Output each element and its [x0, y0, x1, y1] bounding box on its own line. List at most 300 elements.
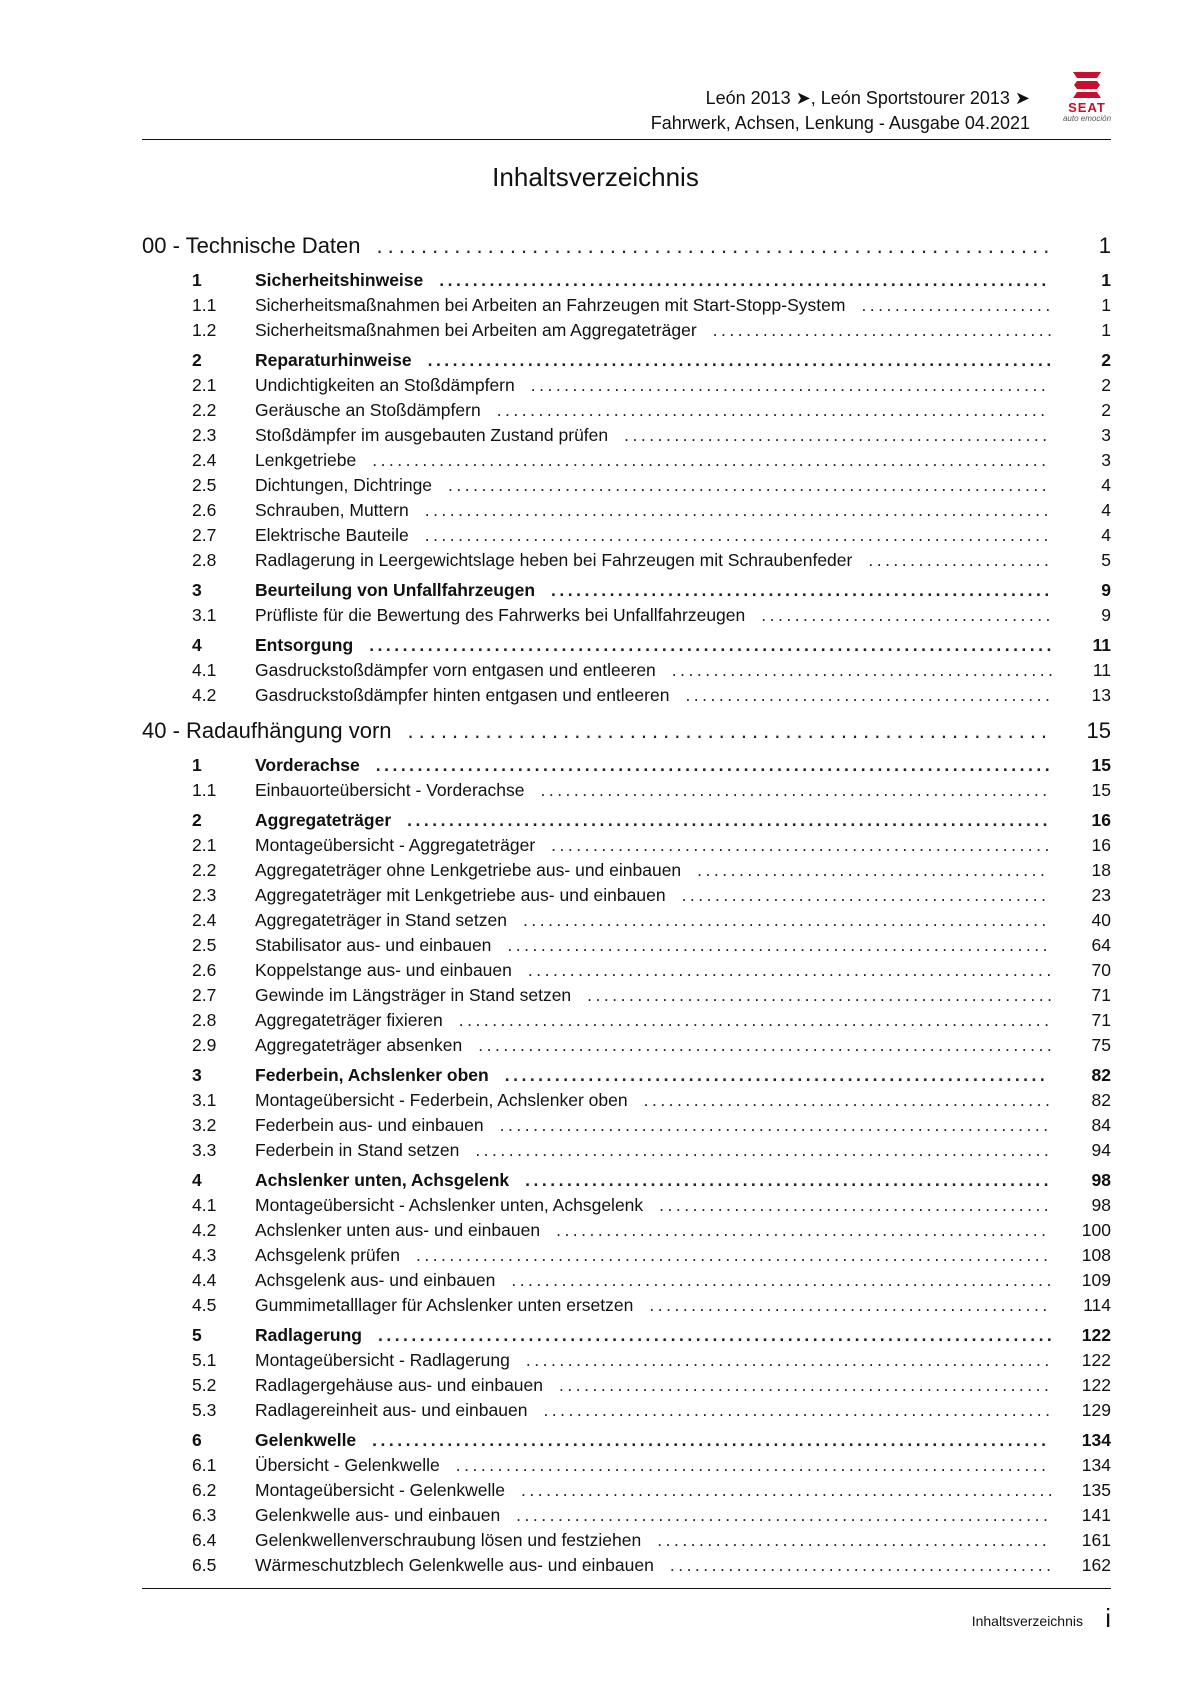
toc-entry-title [255, 473, 1050, 498]
toc-entry-label: Aggregateträger [255, 810, 392, 830]
toc-entry-label: 00 - Technische Daten [142, 233, 361, 258]
dot-leader: ........................................................................ [448, 475, 1051, 495]
toc-entry-page: 162 [1081, 1555, 1111, 1575]
dot-leader: ....................................................................... [458, 1010, 1053, 1030]
toc-entry-number: 2.1 [192, 835, 217, 855]
toc-entry-label: Gelenkwellenverschraubung lösen und festziehen [255, 1530, 642, 1550]
dot-leader: ..................................................................... [478, 1035, 1056, 1055]
toc-entry-page: 5 [1101, 550, 1111, 570]
document-header [651, 86, 1030, 136]
toc-entry-label: Aggregateträger in Stand setzen [255, 910, 507, 930]
toc-entry-title [255, 633, 1055, 658]
toc-entry-label: Gummimetalllager für Achslenker unten ersetzen [255, 1295, 634, 1315]
toc-entry-title [255, 1138, 1052, 1163]
toc-entry-page: 71 [1091, 985, 1111, 1005]
toc-entry-label: Gasdruckstoßdämpfer vorn entgasen und entleeren [255, 660, 656, 680]
toc-entry-title [255, 1348, 1053, 1373]
toc-entry-page: 11 [1092, 660, 1111, 680]
toc-entry-sub[interactable] [142, 498, 1111, 523]
toc-entry-label: Einbauorteübersicht - Vorderachse [255, 780, 525, 800]
toc-entry-sub[interactable] [142, 1033, 1111, 1058]
toc-entry-sub[interactable] [142, 1503, 1111, 1528]
toc-entry-label: Aggregateträger mit Lenkgetriebe aus- und einbauen [255, 885, 666, 905]
toc-entry-number: 4.5 [192, 1295, 217, 1315]
toc-entry-label: Wärmeschutzblech Gelenkwelle aus- und einbauen [255, 1555, 654, 1575]
toc-entry-label: Gasdruckstoßdämpfer hinten entgasen und entleeren [255, 685, 670, 705]
dot-leader: .................................................................. [496, 400, 1049, 420]
dot-leader: .............................................................. [530, 375, 1050, 395]
toc-entry-page: 1 [1098, 233, 1111, 258]
dot-leader: ................................................. [643, 1090, 1054, 1110]
dot-leader: ........................................................................... [424, 500, 1052, 520]
toc-entry-page: 15 [1091, 780, 1111, 800]
toc-entry-sub[interactable] [142, 1528, 1111, 1553]
toc-entry-title [255, 808, 1051, 833]
toc-entry-label: Aggregateträger fixieren [255, 1010, 443, 1030]
toc-entry-sub[interactable] [142, 883, 1111, 908]
dot-leader: .................................................................. [499, 1115, 1052, 1135]
dot-leader: ............................................................. [376, 233, 1055, 258]
toc-entry-label: Vorderachse [255, 755, 360, 775]
toc-entry-sub[interactable] [142, 1218, 1111, 1243]
toc-entry-number: 5 [192, 1325, 202, 1345]
toc-entry-sub[interactable] [142, 1398, 1111, 1423]
toc-entry-page: 98 [1091, 1170, 1111, 1190]
toc-entry-number: 4.2 [192, 685, 217, 705]
toc-entry-title [255, 658, 1056, 683]
toc-entry-page: 100 [1081, 1220, 1111, 1240]
toc-entry-sub[interactable] [142, 373, 1111, 398]
toc-entry-title [255, 1243, 1052, 1268]
toc-entry-title [255, 1088, 1053, 1113]
toc-entry-sub[interactable] [142, 958, 1111, 983]
dot-leader: ............................................... [659, 1195, 1053, 1215]
toc-entry-number: 2.4 [192, 450, 217, 470]
dot-leader: ........................................................................... [424, 525, 1052, 545]
toc-entry-number: 2.1 [192, 375, 217, 395]
toc-entry-number: 6.4 [192, 1530, 217, 1550]
dot-leader: ............................................................... [522, 910, 1050, 930]
toc-entry-label: Montageübersicht - Achslenker unten, Achsgelenk [255, 1195, 644, 1215]
toc-entry-label: Achsgelenk prüfen [255, 1245, 400, 1265]
toc-entry-label: Undichtigkeiten an Stoßdämpfern [255, 375, 515, 395]
toc-entry-page: 161 [1081, 1530, 1111, 1550]
dot-leader: ................................................................................. [372, 1430, 1050, 1450]
toc-entry-title [255, 448, 1050, 473]
toc-entry-page: 114 [1083, 1295, 1111, 1315]
toc-entry-page: 134 [1081, 1430, 1111, 1450]
dot-leader: ...................... [868, 550, 1053, 570]
toc-entry-number: 2.5 [192, 935, 217, 955]
dot-leader: ................................................................................. [372, 450, 1050, 470]
toc-entry-number: 1.2 [192, 320, 217, 340]
toc-entry-section[interactable] [142, 1063, 1111, 1088]
toc-entry-page: 108 [1081, 1245, 1111, 1265]
toc-entry-sub[interactable] [142, 658, 1111, 683]
toc-entry-sub[interactable] [142, 778, 1111, 803]
toc-entry-sub[interactable] [142, 1088, 1111, 1113]
toc-entry-page: 9 [1101, 580, 1111, 600]
footer-label: Inhaltsverzeichnis [971, 1613, 1083, 1629]
toc-entry-label: Radlagereinheit aus- und einbauen [255, 1400, 528, 1420]
toc-entry-title [255, 1268, 1055, 1293]
toc-entry-number: 2.7 [192, 525, 217, 545]
dot-leader: ........................................................... [556, 1220, 1050, 1240]
toc-entry-sub[interactable] [142, 1348, 1111, 1373]
toc-entry-number: 6.3 [192, 1505, 217, 1525]
toc-entry-page: 135 [1081, 1480, 1111, 1500]
toc-entry-sub[interactable] [142, 1373, 1111, 1398]
dot-leader: ................................... [761, 605, 1054, 625]
header-model-line: León 2013 ➤, León Sportstourer 2013 ➤ [705, 88, 1030, 108]
toc-entry-section[interactable] [142, 1428, 1111, 1453]
toc-entry-sub[interactable] [142, 423, 1111, 448]
dot-leader: ................................................................ [516, 1505, 1052, 1525]
toc-entry-page: 2 [1101, 400, 1111, 420]
dot-leader: ................................................................. [504, 1065, 1049, 1085]
toc-entry-number: 4.1 [192, 660, 217, 680]
dot-leader: ............................................... [657, 1530, 1051, 1550]
toc-entry-page: 40 [1091, 910, 1111, 930]
toc-entry-title [255, 883, 1050, 908]
toc-entry-page: 84 [1091, 1115, 1111, 1135]
toc-entry-sub[interactable] [142, 683, 1111, 708]
toc-entry-title [255, 1218, 1049, 1243]
toc-entry-sub[interactable] [142, 293, 1111, 318]
dot-leader: ................................................................................. [377, 1325, 1056, 1345]
toc-entry-number: 2.8 [192, 550, 217, 570]
toc-entry-sub[interactable] [142, 983, 1111, 1008]
toc-entry-page: 13 [1091, 685, 1111, 705]
toc-entry-chapter[interactable] [142, 714, 1111, 748]
toc-entry-page: 23 [1091, 885, 1111, 905]
toc-entry-sub[interactable] [142, 1193, 1111, 1218]
toc-entry-title [255, 1528, 1050, 1553]
table-of-contents [142, 229, 1111, 1578]
toc-entry-title [255, 778, 1051, 803]
toc-entry-title [255, 268, 1050, 293]
dot-leader: ......................................................................... [439, 270, 1050, 290]
toc-entry-number: 2.2 [192, 400, 217, 420]
toc-entry-label: Lenkgetriebe [255, 450, 357, 470]
toc-entry-number: 4.1 [192, 1195, 217, 1215]
toc-entry-label: Elektrische Bauteile [255, 525, 409, 545]
dot-leader: ............................................................ [551, 835, 1053, 855]
toc-entry-title [255, 858, 1048, 883]
toc-entry-page: 2 [1101, 375, 1111, 395]
dot-leader: ........................................................ [587, 985, 1056, 1005]
toc-entry-number: 3 [192, 580, 202, 600]
toc-entry-title [255, 1553, 1055, 1578]
dot-leader: ............................................ [685, 685, 1054, 705]
toc-entry-number: 2.7 [192, 985, 217, 1005]
toc-entry-page: 75 [1091, 1035, 1111, 1055]
toc-entry-number: 1 [192, 270, 202, 290]
toc-entry-label: Aggregateträger ohne Lenkgetriebe aus- und einbauen [255, 860, 682, 880]
toc-entry-title [255, 1063, 1048, 1088]
toc-entry-title [255, 1453, 1050, 1478]
toc-entry-title [255, 1008, 1052, 1033]
toc-entry-label: Geräusche an Stoßdämpfern [255, 400, 481, 420]
toc-entry-title [255, 1428, 1050, 1453]
toc-entry-number: 3.3 [192, 1140, 217, 1160]
toc-entry-label: Prüfliste für die Bewertung des Fahrwerks bei Unfallfahrzeugen [255, 605, 746, 625]
toc-entry-section[interactable] [142, 808, 1111, 833]
toc-entry-page: 122 [1081, 1325, 1111, 1345]
toc-entry-label: Gelenkwelle aus- und einbauen [255, 1505, 501, 1525]
dot-leader: ............................................ [681, 885, 1050, 905]
toc-entry-label: Übersicht - Gelenkwelle [255, 1455, 440, 1475]
toc-entry-sub[interactable] [142, 1293, 1111, 1318]
dot-leader: ................................................... [624, 425, 1051, 445]
toc-entry-sub[interactable] [142, 603, 1111, 628]
toc-entry-number: 2.2 [192, 860, 217, 880]
toc-entry-title [255, 1193, 1052, 1218]
toc-entry-label: Montageübersicht - Federbein, Achslenker oben [255, 1090, 628, 1110]
seat-logo [1057, 70, 1117, 123]
toc-entry-title [255, 348, 1055, 373]
toc-entry-page: 18 [1091, 860, 1111, 880]
dot-leader: ........................................................... [559, 1375, 1053, 1395]
toc-entry-page: 9 [1101, 605, 1111, 625]
toc-entry-sub[interactable] [142, 1243, 1111, 1268]
toc-entry-sub[interactable] [142, 523, 1111, 548]
dot-leader: ....................... [861, 295, 1054, 315]
toc-entry-number: 3.1 [192, 1090, 217, 1110]
dot-leader: ....................................................................... [455, 1455, 1050, 1475]
toc-entry-section[interactable] [142, 348, 1111, 373]
toc-entry-sub[interactable] [142, 1553, 1111, 1578]
toc-entry-title [255, 1398, 1054, 1423]
toc-entry-label: Montageübersicht - Radlagerung [255, 1350, 510, 1370]
toc-entry-number: 2 [192, 350, 202, 370]
dot-leader: ................................................................. [511, 1270, 1055, 1290]
toc-entry-title [255, 683, 1053, 708]
dot-leader: ............................................................... [525, 1170, 1052, 1190]
toc-entry-sub[interactable] [142, 448, 1111, 473]
toc-entry-number: 3.2 [192, 1115, 217, 1135]
toc-entry-label: Achsgelenk aus- und einbauen [255, 1270, 496, 1290]
toc-entry-number: 5.3 [192, 1400, 217, 1420]
dot-leader: .......................................... [697, 860, 1049, 880]
toc-entry-number: 1.1 [192, 295, 217, 315]
toc-entry-sub[interactable] [142, 1478, 1111, 1503]
toc-entry-label: Sicherheitsmaßnahmen bei Arbeiten am Aggregateträger [255, 320, 697, 340]
toc-entry-number: 2.3 [192, 425, 217, 445]
toc-entry-section[interactable] [142, 268, 1111, 293]
dot-leader: ........................................................................... [427, 350, 1055, 370]
toc-entry-chapter[interactable] [142, 229, 1111, 263]
toc-entry-label: Radlagergehäuse aus- und einbauen [255, 1375, 544, 1395]
toc-entry-number: 2.6 [192, 500, 217, 520]
toc-entry-title [255, 1033, 1055, 1058]
toc-entry-sub[interactable] [142, 858, 1111, 883]
dot-leader: ..................................................................... [475, 1140, 1053, 1160]
toc-entry-sub[interactable] [142, 1113, 1111, 1138]
toc-entry-label: Stoßdämpfer im ausgebauten Zustand prüfen [255, 425, 609, 445]
toc-entry-number: 3.1 [192, 605, 217, 625]
page-title: Inhaltsverzeichnis [492, 162, 699, 192]
toc-entry-label: Sicherheitsmaßnahmen bei Arbeiten an Fahrzeugen mit Start-Stopp-System [255, 295, 846, 315]
toc-entry-page: 134 [1081, 1455, 1111, 1475]
dot-leader: ................................................................................. [375, 755, 1054, 775]
toc-entry-label: Dichtungen, Dichtringe [255, 475, 433, 495]
toc-entry-title [255, 1323, 1055, 1348]
toc-entry-title [255, 753, 1053, 778]
toc-entry-label: Stabilisator aus- und einbauen [255, 935, 492, 955]
toc-entry-sub[interactable] [142, 473, 1111, 498]
toc-entry-page: 141 [1081, 1505, 1111, 1525]
toc-entry-number: 2.3 [192, 885, 217, 905]
toc-entry-page: 129 [1081, 1400, 1111, 1420]
dot-leader: ................................................................ [521, 1480, 1057, 1500]
dot-leader: ............................................................................. [407, 810, 1052, 830]
toc-entry-number: 1 [192, 755, 202, 775]
toc-entry-page: 1 [1101, 295, 1111, 315]
toc-entry-title [255, 1168, 1052, 1193]
toc-entry-page: 16 [1091, 810, 1111, 830]
toc-entry-label: Entsorgung [255, 635, 354, 655]
toc-entry-label: Montageübersicht - Aggregateträger [255, 835, 536, 855]
toc-entry-label: Gewinde im Längsträger in Stand setzen [255, 985, 572, 1005]
toc-entry-title [255, 1113, 1052, 1138]
toc-entry-label: Koppelstange aus- und einbauen [255, 960, 512, 980]
toc-entry-title [255, 398, 1049, 423]
toc-entry-page: 94 [1091, 1140, 1111, 1160]
dot-leader: ............................................................... [525, 1350, 1053, 1370]
toc-entry-label: Schrauben, Muttern [255, 500, 409, 520]
toc-entry-number: 4.4 [192, 1270, 217, 1290]
dot-leader: ............................................................................ [415, 1245, 1052, 1265]
toc-entry-label: Achslenker unten, Achsgelenk [255, 1170, 510, 1190]
toc-entry-label: Beurteilung von Unfallfahrzeugen [255, 580, 536, 600]
toc-entry-number: 4 [192, 635, 202, 655]
toc-entry-title [255, 523, 1052, 548]
toc-entry-page: 3 [1101, 425, 1111, 445]
dot-leader: ................................................................. [507, 935, 1051, 955]
toc-entry-title [255, 908, 1050, 933]
toc-entry-sub[interactable] [142, 933, 1111, 958]
toc-entry-sub[interactable] [142, 833, 1111, 858]
toc-entry-title [255, 983, 1055, 1008]
toc-entry-page: 82 [1091, 1065, 1111, 1085]
logo-wordmark: SEAT [1068, 100, 1106, 115]
toc-entry-page: 2 [1101, 350, 1111, 370]
logo-tagline: auto emoción [1062, 114, 1112, 123]
toc-entry-page: 1 [1101, 270, 1111, 290]
toc-entry-sub[interactable] [142, 318, 1111, 343]
toc-entry-label: Federbein aus- und einbauen [255, 1115, 484, 1135]
header-edition-line: Fahrwerk, Achsen, Lenkung - Ausgabe 04.2021 [650, 113, 1030, 133]
toc-entry-number: 2.6 [192, 960, 217, 980]
toc-entry-sub[interactable] [142, 1453, 1111, 1478]
toc-entry-page: 82 [1091, 1090, 1111, 1110]
toc-entry-page: 109 [1081, 1270, 1111, 1290]
toc-entry-number: 6 [192, 1430, 202, 1450]
toc-entry-title [255, 293, 1054, 318]
toc-entry-number: 3 [192, 1065, 202, 1085]
toc-entry-title [255, 933, 1051, 958]
dot-leader: ............................................................ [551, 580, 1053, 600]
toc-entry-section[interactable] [142, 578, 1111, 603]
toc-entry-sub[interactable] [142, 1008, 1111, 1033]
toc-entry-page: 4 [1101, 525, 1111, 545]
toc-entry-sub[interactable] [142, 1138, 1111, 1163]
dot-leader: ............................................................. [543, 1400, 1054, 1420]
toc-entry-label: Radlagerung [255, 1325, 362, 1345]
toc-entry-number: 2.9 [192, 1035, 217, 1055]
toc-entry-title [255, 958, 1055, 983]
toc-entry-page: 122 [1081, 1375, 1111, 1395]
toc-entry-title [255, 498, 1052, 523]
toc-entry-page: 15 [1086, 718, 1111, 743]
toc-entry-title [142, 229, 1054, 263]
toc-entry-number: 6.1 [192, 1455, 217, 1475]
toc-entry-sub[interactable] [142, 548, 1111, 573]
toc-entry-label: Radlagerung in Leergewichtslage heben bei Fahrzeugen mit Schraubenfeder [255, 550, 853, 570]
toc-entry-number: 5.2 [192, 1375, 217, 1395]
toc-entry-number: 2.4 [192, 910, 217, 930]
toc-entry-page: 70 [1091, 960, 1111, 980]
dot-leader: .................................................................................. [369, 635, 1055, 655]
toc-entry-number: 6.2 [192, 1480, 217, 1500]
toc-entry-section[interactable] [142, 753, 1111, 778]
toc-entry-page: 1 [1101, 320, 1111, 340]
toc-entry-label: Montageübersicht - Gelenkwelle [255, 1480, 505, 1500]
toc-entry-label: Aggregateträger absenken [255, 1035, 463, 1055]
toc-entry-title [255, 1478, 1056, 1503]
toc-entry-title [255, 548, 1052, 573]
toc-entry-title [255, 373, 1049, 398]
toc-entry-title [255, 1503, 1051, 1528]
toc-entry-number: 4.2 [192, 1220, 217, 1240]
toc-entry-sub[interactable] [142, 908, 1111, 933]
dot-leader: ......................................... [712, 320, 1056, 340]
toc-entry-page: 98 [1091, 1195, 1111, 1215]
toc-entry-page: 15 [1091, 755, 1111, 775]
toc-entry-section[interactable] [142, 1168, 1111, 1193]
toc-entry-page: 4 [1101, 500, 1111, 520]
toc-entry-sub[interactable] [142, 1268, 1111, 1293]
dot-leader: ............................................................... [527, 960, 1055, 980]
toc-entry-number: 6.5 [192, 1555, 217, 1575]
toc-entry-page: 3 [1101, 450, 1111, 470]
toc-entry-title [255, 1293, 1051, 1318]
toc-entry-section[interactable] [142, 633, 1111, 658]
toc-entry-number: 1.1 [192, 780, 217, 800]
dot-leader: .............................................. [671, 660, 1057, 680]
toc-entry-sub[interactable] [142, 398, 1111, 423]
toc-entry-label: 40 - Radaufhängung vorn [142, 718, 392, 743]
toc-entry-number: 2 [192, 810, 202, 830]
toc-entry-title [255, 578, 1053, 603]
toc-entry-label: Sicherheitshinweise [255, 270, 424, 290]
toc-entry-page: 122 [1081, 1350, 1111, 1370]
toc-entry-number: 4.3 [192, 1245, 217, 1265]
toc-entry-title [255, 318, 1056, 343]
dot-leader: .............................................. [669, 1555, 1055, 1575]
toc-entry-label: Federbein, Achslenker oben [255, 1065, 489, 1085]
toc-entry-title [255, 423, 1051, 448]
toc-entry-section[interactable] [142, 1323, 1111, 1348]
footer-divider [142, 1588, 1111, 1589]
toc-entry-page: 4 [1101, 475, 1111, 495]
toc-entry-title [255, 1373, 1052, 1398]
toc-entry-label: Achslenker unten aus- und einbauen [255, 1220, 541, 1240]
footer-page-number: i [1105, 1603, 1111, 1633]
toc-entry-title [255, 603, 1054, 628]
toc-entry-title [142, 714, 1052, 748]
